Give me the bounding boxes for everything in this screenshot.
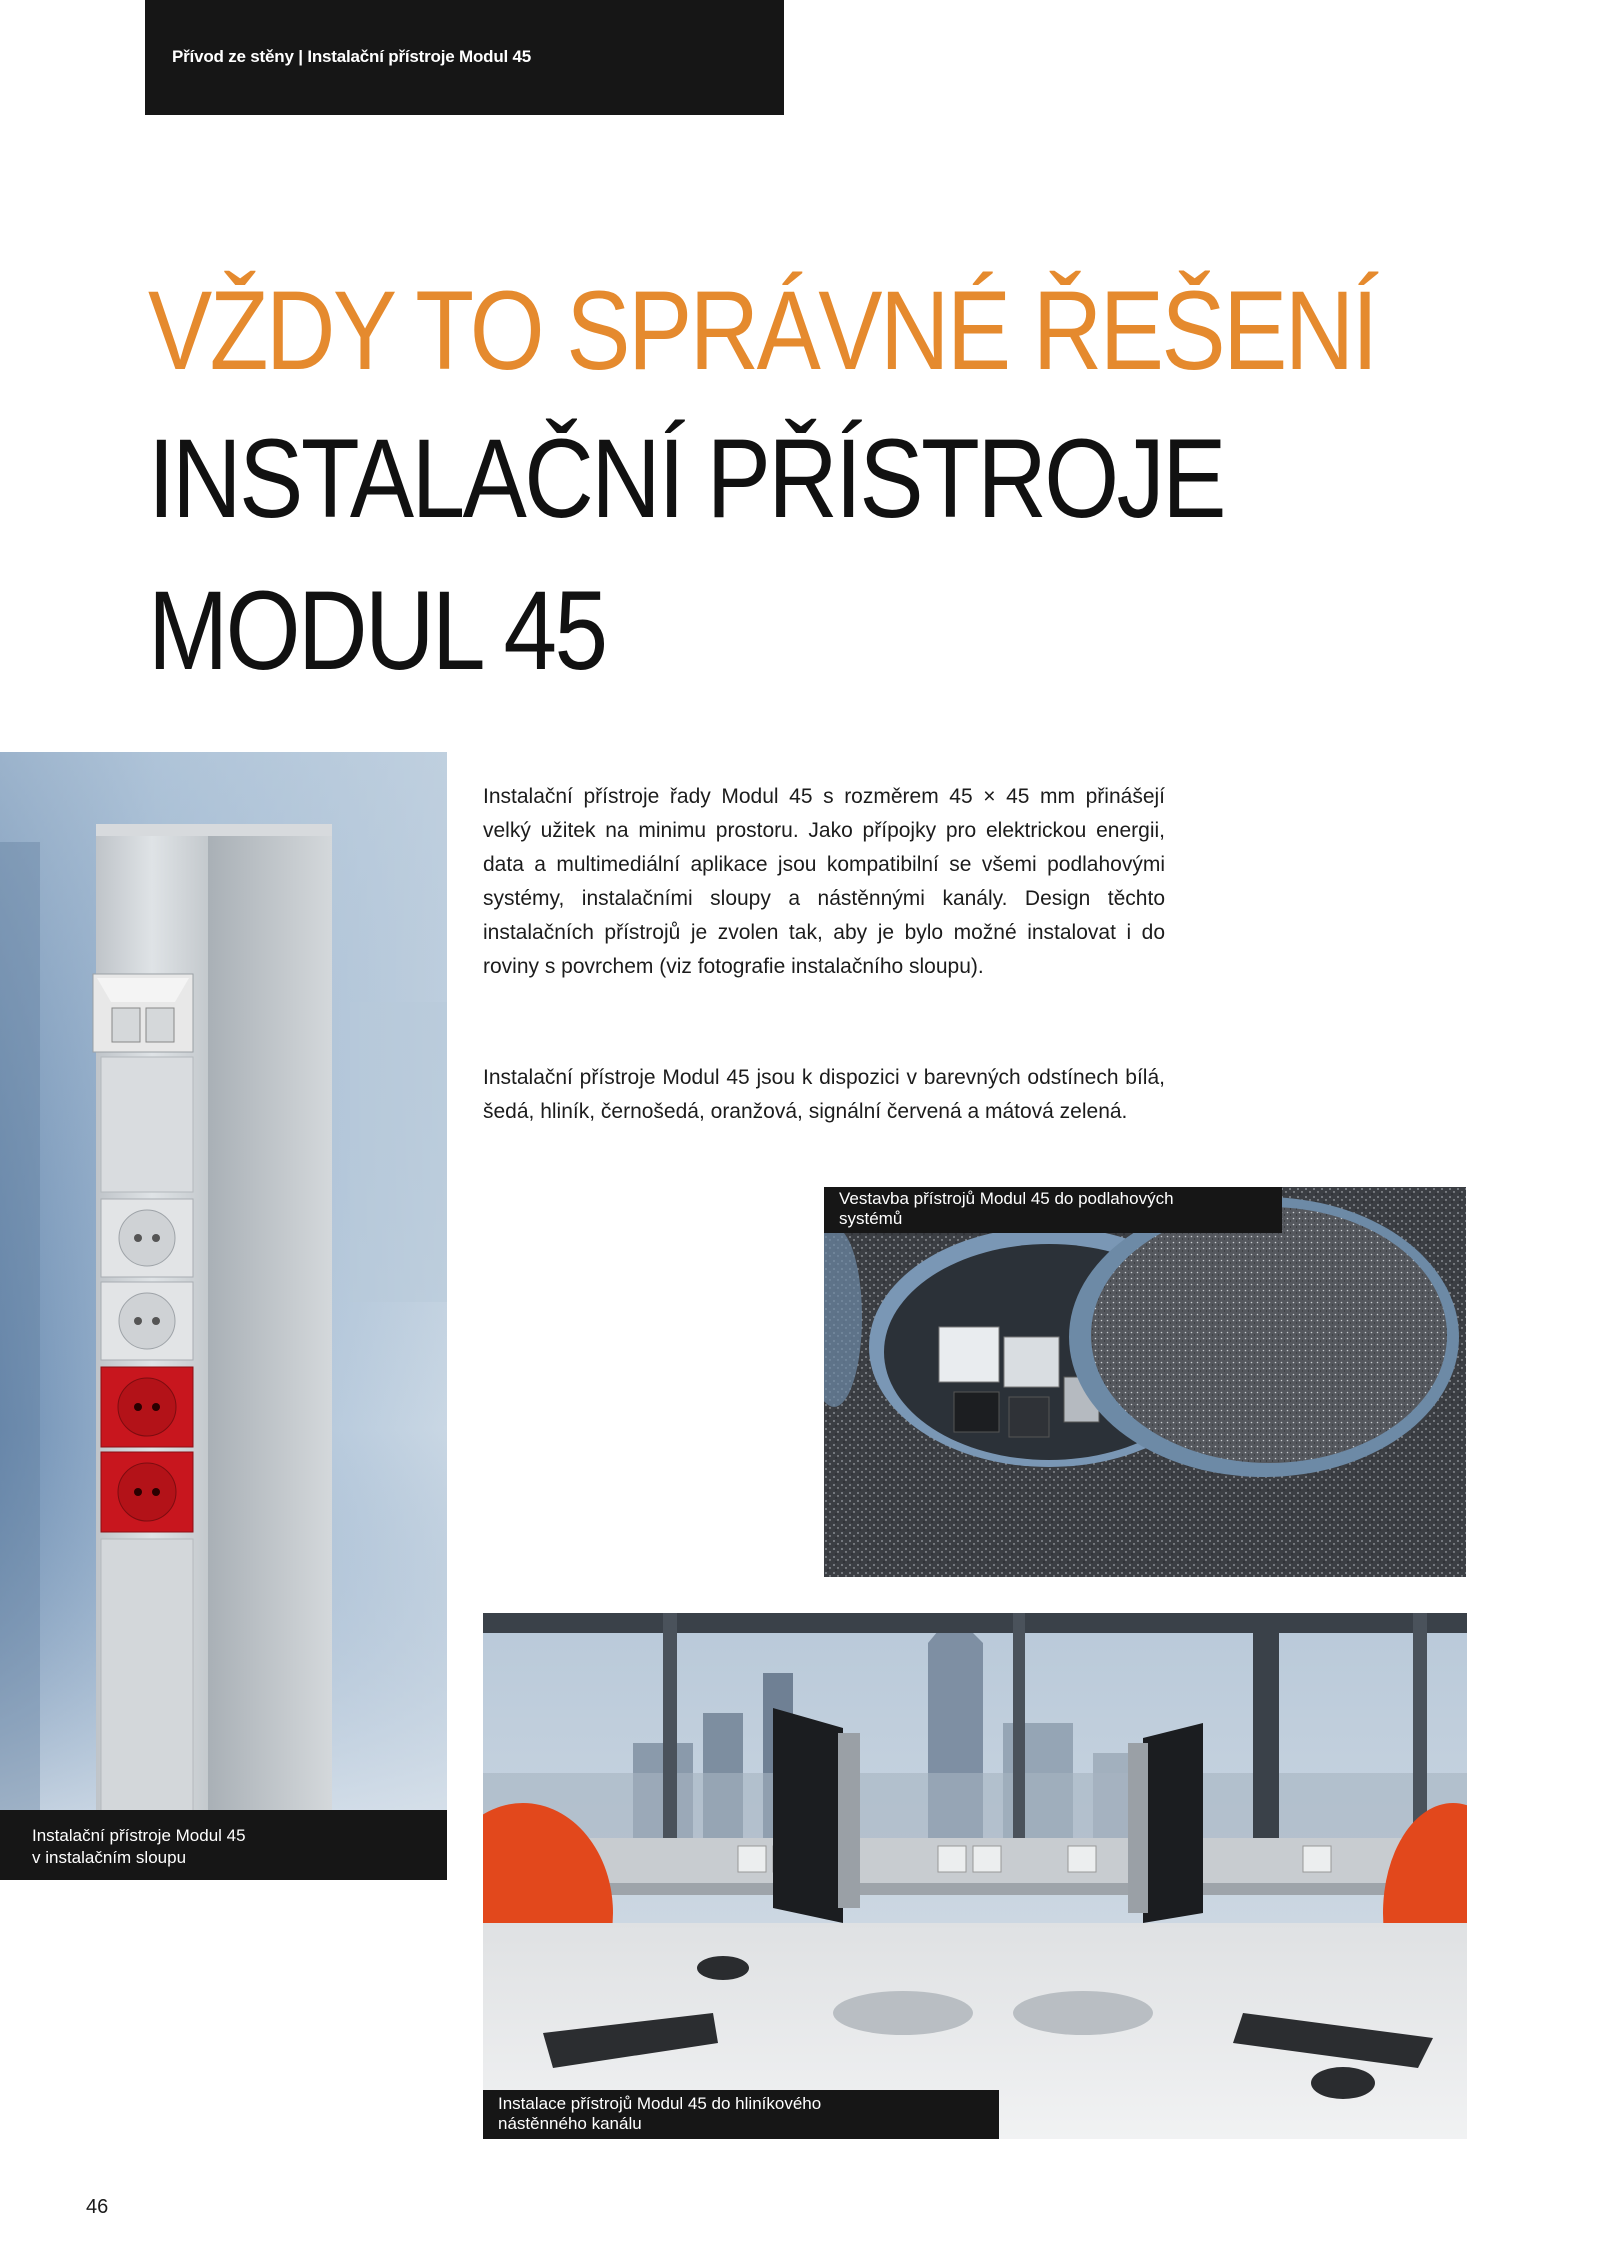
installation-column-photo — [0, 752, 447, 1880]
caption-floor-box: Vestavba přístrojů Modul 45 do podlahových systémů — [824, 1187, 1282, 1233]
page-title-accent: VŽDY TO SPRÁVNÉ ŘEŠENÍ — [148, 268, 1376, 393]
colors-paragraph: Instalační přístroje Modul 45 jsou k dispozici v barevných odstínech bílá, šedá, hliník, černošedá, oranžová, signální červená a mátová zelená. — [483, 1066, 1165, 1123]
floor-box-illustration — [824, 1187, 1466, 1577]
page-title-line2: INSTALAČNÍ PŘÍSTROJE — [148, 416, 1224, 541]
caption-installation-column: Instalační přístroje Modul 45 v instalačním sloupu — [0, 1810, 447, 1880]
installation-column-illustration — [0, 752, 447, 1880]
header-bar — [145, 0, 784, 115]
page-number: 46 — [86, 2196, 109, 2218]
floor-box-photo — [824, 1187, 1466, 1577]
breadcrumb: Přívod ze stěny | Instalační přístroje Modul 45 — [172, 47, 532, 66]
office-desk-photo — [483, 1613, 1467, 2139]
intro-paragraph: Instalační přístroje řady Modul 45 s rozměrem 45 × 45 mm přinášejí velký užitek na minimu prostoru. Jako přípojky pro elektrickou energii, data a multimediální aplikace jsou kompatibilní se všemi podlahovými systémy, instalačními sloupy a nástěnnými kanály. Design těchto instalačních přístrojů je zvolen tak, aby je bylo možné instalovat i do roviny s povrchem (viz fotografie instalačního sloupu). — [483, 785, 1165, 978]
office-desk-illustration — [483, 1613, 1467, 2139]
page-title-line3: MODUL 45 — [148, 568, 606, 693]
caption-office-desk: Instalace přístrojů Modul 45 do hliníkového nástěnného kanálu — [483, 2090, 999, 2139]
